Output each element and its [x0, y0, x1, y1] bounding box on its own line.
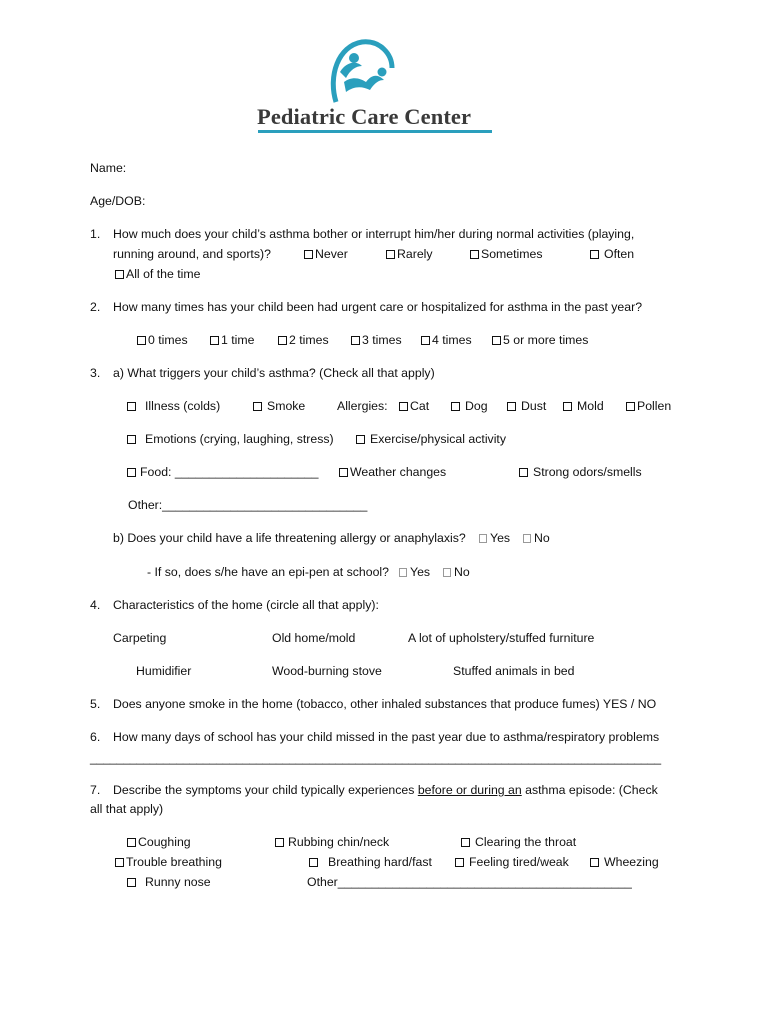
checkbox[interactable] — [455, 858, 464, 867]
symptom-feeling-tired[interactable]: Feeling tired/weak — [455, 854, 569, 870]
checkbox[interactable] — [523, 534, 531, 543]
checkbox[interactable] — [127, 878, 136, 887]
checkbox[interactable] — [253, 402, 262, 411]
trigger-exercise[interactable]: Exercise/physical activity — [356, 431, 506, 447]
q6-text: How many days of school has your child missed in the past year due to asthma/respiratory problems — [113, 730, 660, 744]
q2-option-5[interactable]: 5 or more times — [492, 332, 588, 348]
checkbox[interactable] — [127, 838, 136, 847]
checkbox[interactable] — [399, 568, 407, 577]
q2-option-2[interactable]: 2 times — [278, 332, 329, 348]
trigger-weather[interactable]: Weather changes — [339, 464, 446, 480]
epipen-text: - If so, does s/he have an epi-pen at school? — [147, 565, 389, 579]
symptom-clearing-throat[interactable]: Clearing the throat — [461, 834, 576, 850]
symptom-coughing[interactable]: Coughing — [127, 834, 191, 850]
checkbox[interactable] — [479, 534, 487, 543]
allergy-mold[interactable]: Mold — [563, 398, 604, 414]
allergies-label: Allergies: — [337, 399, 388, 413]
checkbox[interactable] — [470, 250, 479, 259]
q1-text-line2: running around, and sports)? — [113, 247, 271, 261]
checkbox[interactable] — [351, 336, 360, 345]
symptom-trouble-breathing[interactable]: Trouble breathing — [115, 854, 222, 870]
q1-option-rarely[interactable]: Rarely — [386, 246, 433, 262]
q3b-yes[interactable]: Yes — [479, 530, 510, 546]
home-stuffed-animals[interactable]: Stuffed animals in bed — [453, 664, 575, 678]
symptom-other[interactable]: Other___________________________________________ — [307, 875, 632, 889]
q7-text-line2: all that apply) — [90, 802, 164, 816]
q1-number: 1. — [90, 227, 101, 241]
q3-number: 3. — [90, 366, 101, 380]
q4-number: 4. — [90, 598, 101, 612]
trigger-other[interactable]: Other:______________________________ — [128, 498, 368, 512]
checkbox[interactable] — [137, 336, 146, 345]
home-upholstery[interactable]: A lot of upholstery/stuffed furniture — [408, 631, 595, 645]
q2-option-4[interactable]: 4 times — [421, 332, 472, 348]
q7-text-line1: Describe the symptoms your child typically experiences before or during an asthma episode: (Check — [113, 783, 658, 797]
checkbox[interactable] — [563, 402, 572, 411]
allergy-dust[interactable]: Dust — [507, 398, 546, 414]
q6-number: 6. — [90, 730, 101, 744]
q2-text: How many times has your child been had urgent care or hospitalized for asthma in the past year? — [113, 300, 643, 314]
checkbox[interactable] — [339, 468, 348, 477]
symptom-rubbing-chin[interactable]: Rubbing chin/neck — [275, 834, 389, 850]
q4-text: Characteristics of the home (circle all that apply): — [113, 598, 379, 612]
trigger-emotions[interactable]: Emotions (crying, laughing, stress) — [127, 431, 334, 447]
trigger-illness[interactable]: Illness (colds) — [127, 398, 220, 414]
checkbox[interactable] — [275, 838, 284, 847]
trigger-odors[interactable]: Strong odors/smells — [519, 464, 642, 480]
checkbox[interactable] — [304, 250, 313, 259]
q3-text: a) What triggers your child’s asthma? (Check all that apply) — [113, 366, 435, 380]
checkbox[interactable] — [421, 336, 430, 345]
checkbox[interactable] — [115, 270, 124, 279]
name-label: Name: — [90, 161, 127, 175]
trigger-food[interactable]: Food: _____________________ — [127, 464, 318, 480]
checkbox[interactable] — [210, 336, 219, 345]
q1-option-sometimes[interactable]: Sometimes — [470, 246, 543, 262]
q5-number: 5. — [90, 697, 101, 711]
q1-option-never[interactable]: Never — [304, 246, 348, 262]
checkbox[interactable] — [278, 336, 287, 345]
checkbox[interactable] — [386, 250, 395, 259]
trigger-smoke[interactable]: Smoke — [253, 398, 305, 414]
checkbox[interactable] — [461, 838, 470, 847]
q1-option-often[interactable]: Often — [590, 246, 634, 262]
checkbox[interactable] — [127, 435, 136, 444]
checkbox[interactable] — [127, 468, 136, 477]
epipen-yes[interactable]: Yes — [399, 564, 430, 580]
epipen-no[interactable]: No — [443, 564, 470, 580]
checkbox[interactable] — [443, 568, 451, 577]
org-name: Pediatric Care Center — [257, 104, 472, 129]
symptom-breathing-hard[interactable]: Breathing hard/fast — [309, 854, 432, 870]
child-figures-logo-icon — [326, 36, 396, 108]
checkbox[interactable] — [519, 468, 528, 477]
home-humidifier[interactable]: Humidifier — [136, 664, 192, 678]
q6-answer-line[interactable]: ______________________________________________________________________________________ — [90, 751, 661, 765]
home-old-mold[interactable]: Old home/mold — [272, 631, 356, 645]
allergy-dog[interactable]: Dog — [451, 398, 488, 414]
q2-number: 2. — [90, 300, 101, 314]
allergy-pollen[interactable]: Pollen — [626, 398, 671, 414]
q3b-text: b) Does your child have a life threatening allergy or anaphylaxis? — [113, 531, 466, 545]
age-dob-label: Age/DOB: — [90, 194, 146, 208]
q5-text: Does anyone smoke in the home (tobacco, other inhaled substances that produce fumes) YES / NO — [113, 697, 657, 711]
checkbox[interactable] — [590, 250, 599, 259]
q2-option-0[interactable]: 0 times — [137, 332, 188, 348]
home-carpeting[interactable]: Carpeting — [113, 631, 167, 645]
checkbox[interactable] — [590, 858, 599, 867]
checkbox[interactable] — [115, 858, 124, 867]
checkbox[interactable] — [309, 858, 318, 867]
q2-option-3[interactable]: 3 times — [351, 332, 402, 348]
q2-option-1[interactable]: 1 time — [210, 332, 255, 348]
checkbox[interactable] — [507, 402, 516, 411]
symptom-wheezing[interactable]: Wheezing — [590, 854, 659, 870]
logo-underline — [258, 130, 492, 133]
symptom-runny-nose[interactable]: Runny nose — [127, 874, 211, 890]
allergy-cat[interactable]: Cat — [399, 398, 429, 414]
checkbox[interactable] — [451, 402, 460, 411]
q7-number: 7. — [90, 783, 101, 797]
q3b-no[interactable]: No — [523, 530, 550, 546]
home-wood-stove[interactable]: Wood-burning stove — [272, 664, 382, 678]
checkbox[interactable] — [356, 435, 365, 444]
q1-option-all-time[interactable]: All of the time — [115, 266, 201, 282]
checkbox[interactable] — [492, 336, 501, 345]
q1-text-line1: How much does your child’s asthma bother or interrupt him/her during normal activities (playing, — [113, 227, 635, 241]
checkbox[interactable] — [127, 402, 136, 411]
checkbox[interactable] — [626, 402, 635, 411]
checkbox[interactable] — [399, 402, 408, 411]
